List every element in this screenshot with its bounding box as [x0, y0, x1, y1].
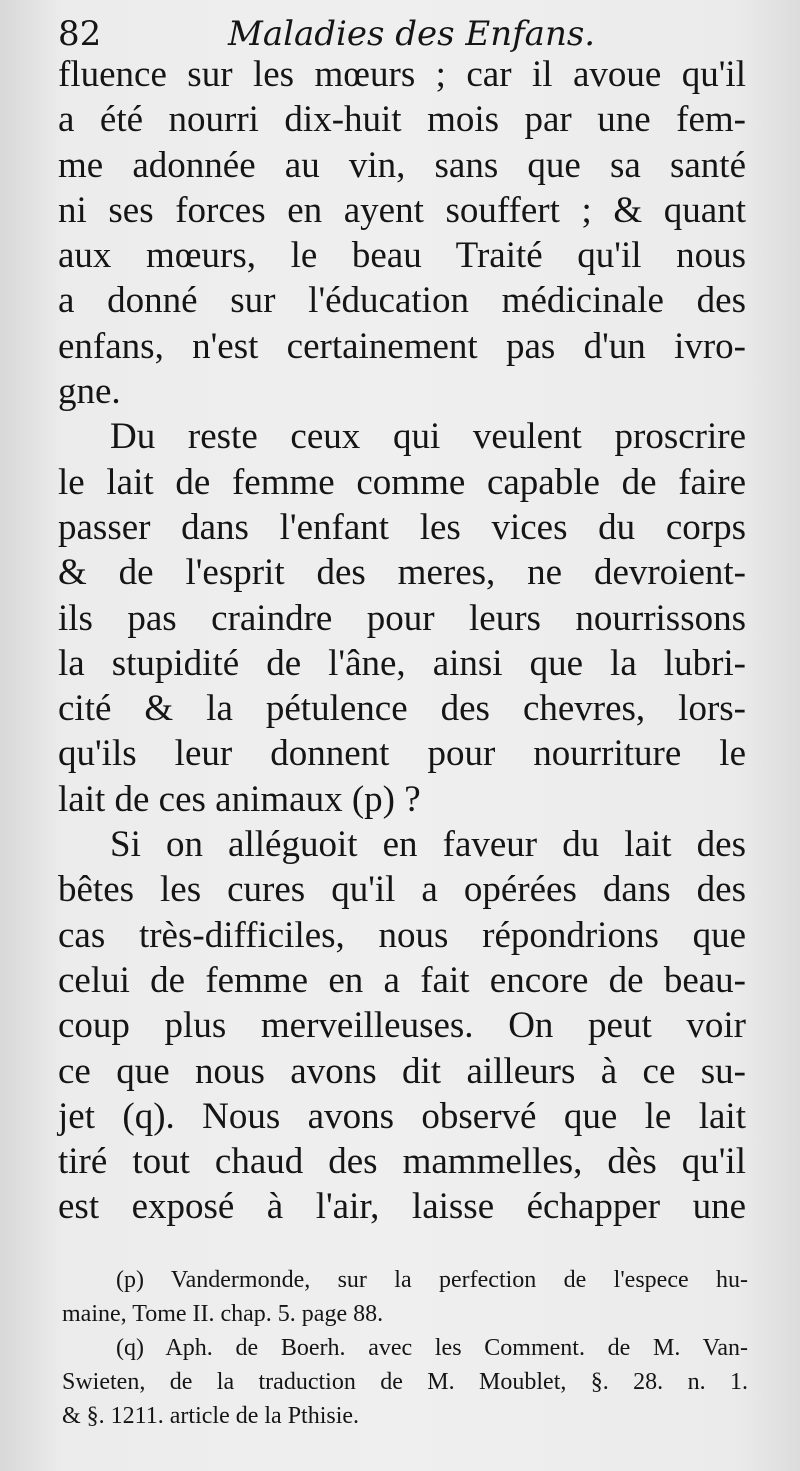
- footnote-line: & §. 1211. article de la Pthisie.: [62, 1403, 360, 1429]
- footnotes: [62, 1263, 748, 1433]
- text-line: passer dans l'enfant les vices du corps: [58, 506, 746, 548]
- text-line: est exposé à l'air, laisse échapper une: [58, 1186, 746, 1228]
- text-line: tiré tout chaud des mammelles, dès qu'il: [58, 1141, 746, 1183]
- body-text: [58, 52, 746, 1230]
- text-line: lait de ces animaux (p) ?: [58, 778, 421, 820]
- text-line: gne.: [58, 371, 121, 413]
- page-number: 82: [58, 14, 102, 54]
- text-line: ce que nous avons dit ailleurs à ce su-: [58, 1050, 746, 1092]
- text-line: coup plus merveilleuses. On peut voir: [58, 1005, 746, 1047]
- text-line: ni ses forces en ayent souffert ; & quant: [58, 189, 746, 231]
- text-line: aux mœurs, le beau Traité qu'il nous: [58, 235, 746, 277]
- text-line: cité & la pétulence des chevres, lors-: [58, 688, 746, 730]
- text-line: & de l'esprit des meres, ne devroient-: [58, 552, 746, 594]
- text-line: a été nourri dix-huit mois par une fem-: [58, 99, 746, 141]
- footnote-line: Swieten, de la traduction de M. Moublet, §. 28. n. 1.: [62, 1369, 748, 1395]
- running-title: Maladies des Enfans.: [228, 14, 596, 54]
- paragraph-first-line: Du reste ceux qui veulent proscrire: [110, 416, 746, 458]
- page-header: [58, 10, 760, 58]
- text-line: cas très-difficiles, nous répondrions que: [58, 914, 746, 956]
- footnote-line: maine, Tome II. chap. 5. page 88.: [62, 1301, 384, 1327]
- footnote-line: (q) Aph. de Boerh. avec les Comment. de M. Van-: [116, 1335, 748, 1361]
- text-line: qu'ils leur donnent pour nourriture le: [58, 733, 746, 775]
- paragraph-first-line: Si on alléguoit en faveur du lait des: [110, 824, 746, 866]
- text-line: celui de femme en a fait encore de beau-: [58, 959, 746, 1001]
- text-line: ils pas craindre pour leurs nourrissons: [58, 597, 746, 639]
- text-line: fluence sur les mœurs ; car il avoue qu'il: [58, 54, 746, 95]
- text-line: me adonnée au vin, sans que sa santé: [58, 144, 746, 186]
- footnote-line: (p) Vandermonde, sur la perfection de l'espece hu-: [116, 1267, 748, 1293]
- text-line: a donné sur l'éducation médicinale des: [58, 280, 746, 322]
- text-line: enfans, n'est certainement pas d'un ivro-: [58, 325, 746, 367]
- text-line: le lait de femme comme capable de faire: [58, 461, 746, 503]
- text-line: bêtes les cures qu'il a opérées dans des: [58, 869, 746, 911]
- text-line: jet (q). Nous avons observé que le lait: [58, 1095, 746, 1137]
- text-line: la stupidité de l'âne, ainsi que la lubri-: [58, 642, 746, 684]
